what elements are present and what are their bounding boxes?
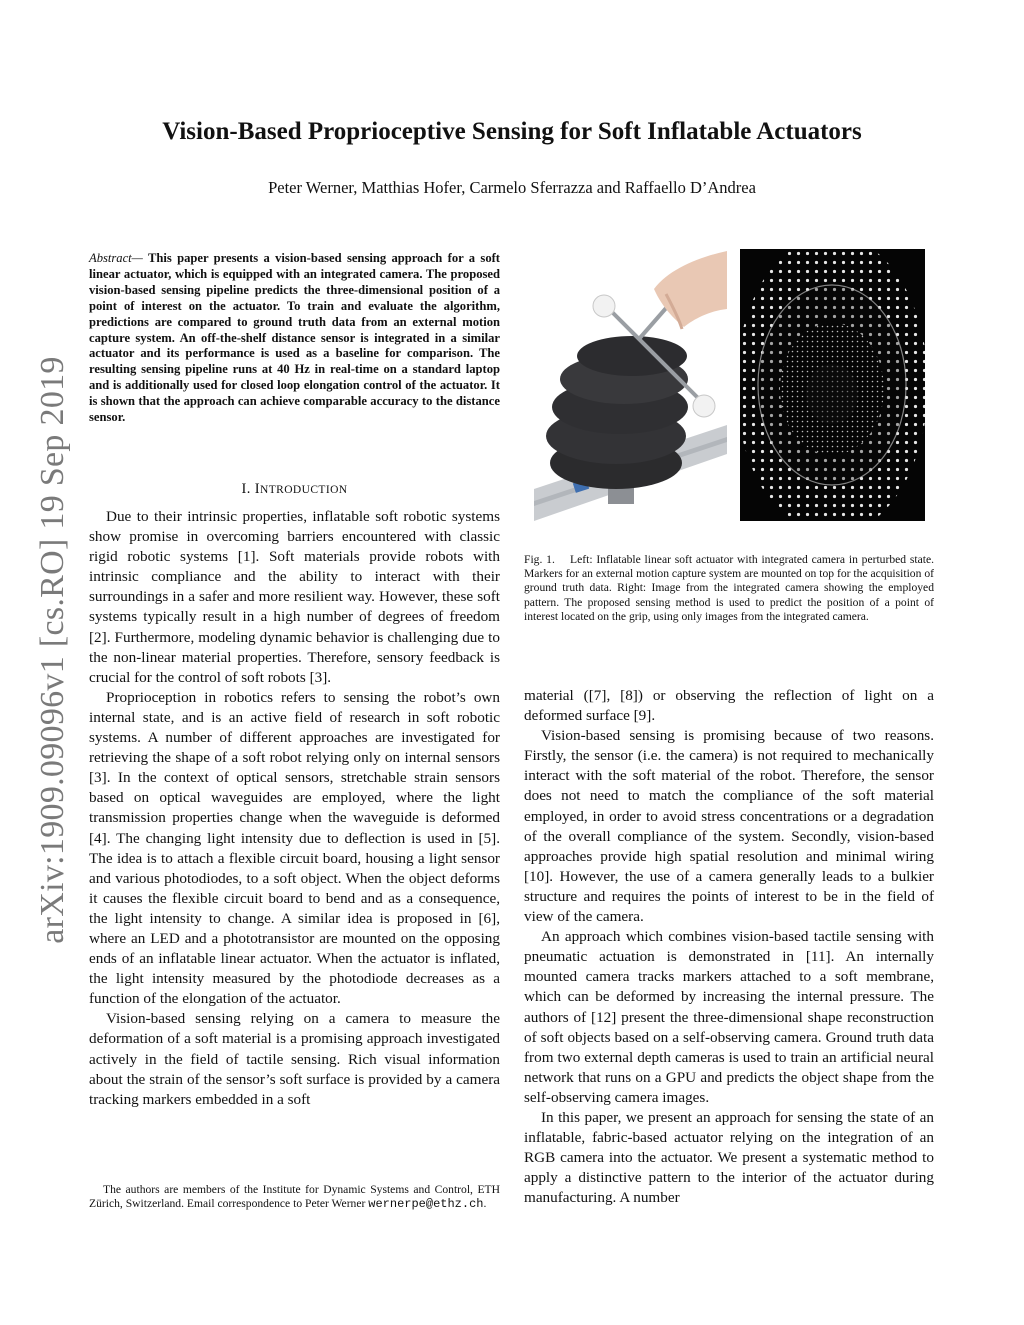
section-title (255, 481, 348, 497)
author-footnote (89, 1183, 500, 1211)
section-heading-introduction (89, 481, 500, 498)
paragraph: material ([7], [8]) or observing the reflection of light on a deformed surface [9]. (524, 687, 934, 725)
paragraph: In this paper, we present an approach for sensing the state of an inflatable, fabric-based actuator relying on the integration of an RGB camera into the actuator. We present a systematic method to apply a distinctive pattern to the interior of the actuator during manufacturing. A number (524, 1108, 934, 1207)
figure-camera-view (740, 249, 925, 521)
footnote-text: The authors are members of the Institute for Dynamic Systems and Control, ETH Zürich, Switzerland. Email correspondence to Peter Werner (89, 1183, 500, 1210)
paper-title: Vision-Based Proprioceptive Sensing for Soft Inflatable Actuators (162, 118, 862, 145)
author-list: Peter Werner, Matthias Hofer, Carmelo Sferrazza and Raffaello D’Andrea (268, 178, 756, 197)
footnote-end: . (483, 1197, 487, 1210)
right-column-body (524, 686, 934, 1208)
abstract-text: This paper presents a vision-based sensing approach for a soft linear actuator, which is equipped with an integrated camera. The proposed vision-based sensing pipeline predicts the three-dimensional position of a point of interest on the actuator. To train and evaluate the algorithm, predictions are compared to ground truth data from an external motion capture system. An off-the-shelf distance sensor is integrated in a similar actuator and its performance is used as a baseline for comparison. The resulting sensing pipeline runs at 40 Hz in real-time on a standard laptop and is additionally used for closed loop elongation control of the actuator. It is shown that the approach can achieve comparable accuracy to the distance sensor. (89, 251, 500, 425)
left-column-body (89, 507, 500, 1110)
footnote-email: wernerpe@ethz.ch (368, 1197, 484, 1211)
section-number: I. (241, 481, 251, 497)
caption-label: Fig. 1. (524, 553, 555, 566)
actuator-illustration (534, 249, 727, 521)
paragraph: Vision-based sensing is promising because of two reasons. Firstly, the sensor (i.e. the camera) is not required to mechanically interact with the soft material of the robot. Therefore, the sensor does not need to match the compliance of the soft material employed, in order to avoid stress concentrations or a degradation of the overall compliance of the system. Secondly, vision-based approaches provide high spatial resolution and minimal wiring [10]. However, the use of a camera generally leads to a bulkier structure and requires the points of interest to be in the field of view of the camera. (524, 727, 934, 926)
paragraph: Due to their intrinsic properties, inflatable soft robotic systems show promise in overcoming barriers encountered with classic rigid robotic systems [1]. Soft materials provide robots with intrinsic compliance and the ability to interact with their surroundings in a safer and more resilient way. However, these soft systems typically result in a high number of degrees of freedom [2]. Furthermore, modeling dynamic behavior is challenging due to the non-linear material properties. Therefore, sensory feedback is crucial for the control of soft robots [3]. (89, 508, 500, 686)
abstract-label: Abstract— (89, 251, 143, 265)
abstract (89, 251, 500, 426)
paragraph: An approach which combines vision-based tactile sensing with pneumatic actuation is demonstrated in [11]. An internally mounted camera tracks markers attached to a soft membrane, which can be deformed by increasing the internal pressure. The authors of [12] present the three-dimensional shape reconstruction of soft objects based on a self-observing camera. Ground truth data from two external depth cameras is used to train an artificial neural network that runs on a GPU and predicts the object shape from the self-observing camera images. (524, 928, 934, 1106)
section-title-initial: I (254, 481, 261, 497)
arxiv-identifier: arXiv:1909.09096v1 [cs.RO] 19 Sep 2019 (34, 356, 71, 944)
figure-caption (524, 553, 934, 624)
paragraph: Proprioception in robotics refers to sensing the robot’s own internal state, and is an active field of research in soft robotic systems. A number of different approaches are investigated for retrieving the shape of a soft robot relying only on internal sensors [3]. In the context of optical sensors, stretchable strain sensors based on optical waveguides are employed, where the light transmission properties change when the waveguide is deformed [4]. The changing light intensity due to deflection is used in [5]. The idea is to attach a flexible circuit board, housing a light sensor and various photodiodes, to a soft object. When the object deforms it causes the flexible circuit board to bend and as a consequence, the light intensity to change. A similar idea is proposed in [6], where an LED and a phototransistor are mounted on the opposing ends of an inflatable linear actuator. When the actuator is inflated, the light intensity measured by the photodiode decreases as a function of the elongation of the actuator. (89, 688, 500, 1008)
section-title-smallcaps: NTRODUCTION (260, 484, 348, 496)
paragraph: Vision-based sensing relying on a camera to measure the deformation of a soft material is a promising approach investigated actively in the field of tactile sensing. Rich visual information about the strain of the sensor’s soft surface is provided by a camera tracking markers embedded in a soft (89, 1010, 500, 1108)
figure-actuator-photo (534, 249, 727, 521)
camera-pattern-image (740, 249, 925, 521)
caption-text: Left: Inflatable linear soft actuator with integrated camera in perturbed state. Markers for an external motion capture system are mounted on top for the acquisition of ground truth data. Right: Image from the integrated camera showing the employed pattern. The proposed sensing method is used to predict the position of a point of interest located on the grip, using only images from the integrated camera. (524, 553, 935, 623)
